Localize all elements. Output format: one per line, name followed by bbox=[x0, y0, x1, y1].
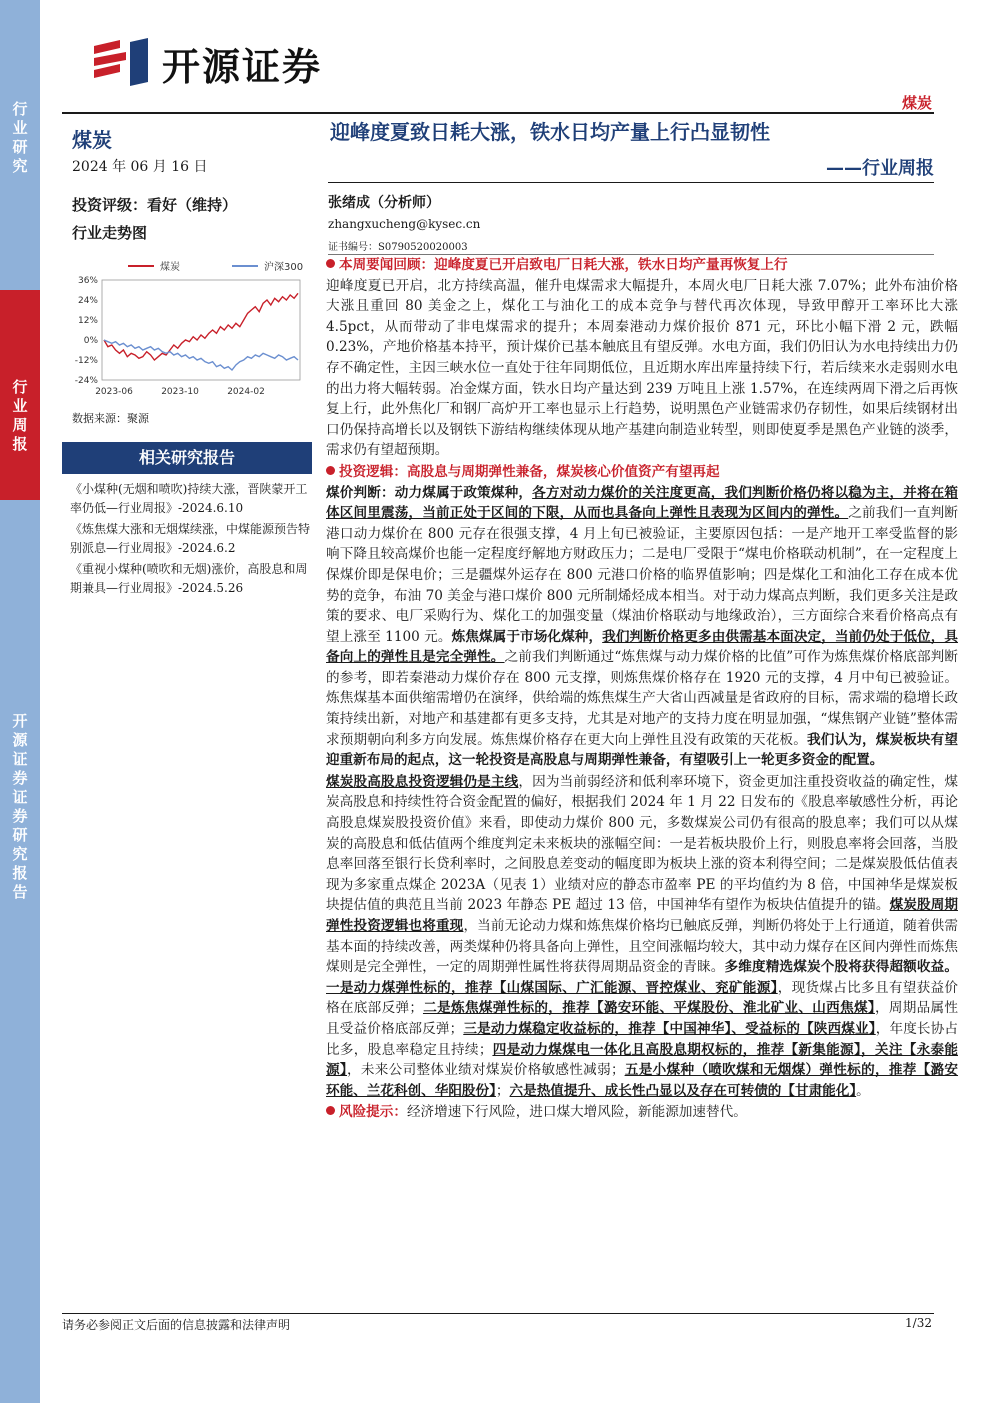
section-weekly-review-heading: 本周要闻回顾：迎峰度夏已开启致电厂日耗大涨，铁水日均产量再恢复上行 bbox=[326, 255, 958, 276]
page-number: 1/32 bbox=[905, 1316, 932, 1330]
y-tick-label: 24% bbox=[77, 296, 98, 306]
related-report-item[interactable]: 《重视小煤种(喷吹和无烟)涨价，高股息和周期兼具—行业周报》-2024.5.26 bbox=[70, 562, 308, 595]
y-tick-label: -24% bbox=[74, 376, 98, 386]
side-label-weekly: 行 业 周 报 bbox=[0, 290, 40, 500]
related-report-item[interactable]: 《小煤种(无烟和喷吹)持续大涨，晋陕蒙开工率仍低—行业周报》-2024.6.10 bbox=[70, 482, 308, 515]
x-tick-label: 2024-02 bbox=[227, 387, 265, 397]
header-divider bbox=[62, 112, 934, 114]
legend-label: 沪深300 bbox=[264, 262, 304, 273]
chart-source: 数据来源：聚源 bbox=[72, 412, 149, 425]
side-label-research: 行 业 研 究 bbox=[12, 100, 28, 175]
trend-chart-label: 行业走势图 bbox=[72, 224, 148, 242]
brand-logo bbox=[90, 30, 390, 90]
y-tick-label: 36% bbox=[77, 276, 98, 286]
industry-name: 煤炭 bbox=[72, 128, 112, 152]
side-label-brand: 开 源 证 券 证 券 研 究 报 告 bbox=[12, 712, 28, 901]
analyst-name: 张绪成（分析师） bbox=[328, 195, 440, 211]
paragraph-dividend-logic: 煤炭股高股息投资逻辑仍是主线，因为当前弱经济和低利率环境下，资金更加注重投资收益的确定性，煤炭高股息和持续性符合资金配置的偏好，根据我们 2024 年 1 月 22 日发布的《股息率敏感性分析，再论高股息煤炭股投资价值》来看，即使动力煤价 800 元，多数煤炭公司仍有很高的股息率；我们可以从煤炭的高股息和低估值两个维度判定未来板块的涨幅空间：一是若板块股价上行，则股息率将会回落，当股息率回落至银行长贷利率时，之间股息差变动的幅度即为板块上涨的资本利得空间；二是煤炭股低估值表现为多家重点煤企 2023A（见表 1）业绩对应的静态市盈率 PE 的平均值约为 8 倍，中国神华是煤炭板块提估值的典范且当前 2023 年静态 PE 超过 13 倍，中国神华有望作为板块估值提升的锚。煤炭股周期弹性投资逻辑也将重现，当前无论动力煤和炼焦煤价格均已触底反弹，判断仍将处于上行通道，随着供需基本面的持续改善，两类煤种仍将具备向上弹性，且空间涨幅均较大，其中动力煤存在区间内弹性而炼焦煤则是完全弹性，一定的周期弹性属性将获得周期品资金的青睐。多维度精选煤炭个股将获得超额收益。一是动力煤弹性标的，推荐【山煤国际、广汇能源、晋控煤业、兖矿能源】，现货煤占比多且有望获益价格在底部反弹；二是炼焦煤弹性标的，推荐【潞安环能、平煤股份、淮北矿业、山西焦煤】，周期品属性且受益价格底部反弹；三是动力煤稳定收益标的，推荐【中国神华】、受益标的【陕西煤业】，年度长协占比多，股息率稳定且持续；四是动力煤煤电一体化且高股息期权标的，推荐【新集能源】，关注【永泰能源】，未来公司整体业绩对煤炭价格敏感性减弱；五是小煤种（喷吹煤和无烟煤）弹性标的，推荐【潞安环能、兰花科创、华阳股份】；六是热值提升、成长性凸显以及存在可转债的【甘肃能化】。 bbox=[326, 773, 959, 1099]
footer-disclaimer: 请务必参阅正文后面的信息披露和法律声明 bbox=[62, 1318, 291, 1332]
trend-chart bbox=[62, 254, 312, 404]
bullet-icon bbox=[326, 259, 335, 268]
y-tick-label: -12% bbox=[74, 356, 98, 366]
related-report-item[interactable]: 《炼焦煤大涨和无烟煤续涨，中煤能源预告特别派息—行业周报》-2024.6.2 bbox=[70, 522, 311, 555]
bullet-icon bbox=[326, 1106, 335, 1115]
title-divider bbox=[328, 182, 934, 183]
x-tick-label: 2023-06 bbox=[95, 387, 133, 397]
report-subtitle: ——行业周报 bbox=[826, 158, 934, 179]
brand-mark-icon bbox=[90, 36, 152, 86]
section-weekly-review-text: 迎峰度夏已开启，北方持续高温，催升电煤需求大幅提升，本周火电厂日耗大涨 7.07%；此外布油价格大涨且重回 80 美金之上，煤化工与油化工的成本竞争与替代再次体现，导致甲醇开工率环比大涨 4.5pct，从而带动了非电煤需求的提升；本周秦港动力煤价报价 871 元，环比小幅下滑 2 元，跌幅 0.23%，产地价格基本持平，预计煤价已基本触底且有望反弹。水电方面，我们仍旧认为水电持续出力仍存不确定性，主因三峡水位一直处于往年同期低位，且近期水库出库量持续下行，若后续来水走弱则水电的出力将大幅转弱。冶金煤方面，铁水日均产量达到 239 万吨且上涨 1.57%，在连续两周下滑之后再恢复上行，此外焦化厂和钢厂高炉开工率也显示上行趋势，说明黑色产业链需求仍存韧性，如果后续钢材出口仍保持高增长以及钢铁下游结构继续体现从地产基建向制造业转型，则即使夏季是黑色产业链的淡季，需求仍有望超预期。 bbox=[326, 277, 958, 459]
legend-label: 煤炭 bbox=[160, 262, 180, 273]
report-date: 2024 年 06 月 16 日 bbox=[72, 159, 208, 175]
brand-name: 开源证券 bbox=[162, 45, 323, 89]
related-reports-title: 相关研究报告 bbox=[62, 442, 312, 474]
analyst-license: 证书编号：S0790520020003 bbox=[328, 242, 468, 253]
analyst-email[interactable]: zhangxucheng@kysec.cn bbox=[328, 217, 481, 231]
series-line bbox=[104, 340, 298, 370]
risk-warning: 风险提示：经济增速下行风险，进口煤大增风险，新能源加速替代。 bbox=[326, 1102, 958, 1123]
report-title: 迎峰度夏致日耗大涨，铁水日均产量上行凸显韧性 bbox=[330, 120, 770, 144]
investment-rating: 投资评级：看好（维持） bbox=[72, 196, 238, 214]
footer-divider bbox=[62, 1313, 934, 1314]
related-reports-list bbox=[70, 480, 316, 600]
side-strip bbox=[0, 0, 40, 1403]
header-category: 煤炭 bbox=[901, 94, 932, 112]
series-line bbox=[104, 293, 298, 360]
y-tick-label: 12% bbox=[77, 316, 98, 326]
x-tick-label: 2023-10 bbox=[161, 387, 199, 397]
report-body bbox=[326, 255, 958, 1124]
bullet-icon bbox=[326, 466, 335, 475]
chart-frame bbox=[102, 280, 300, 380]
paragraph-price-judgement: 煤价判断：动力煤属于政策煤种，各方对动力煤价的关注度更高，我们判断价格仍将以稳为主，并将在箱体区间里震荡，当前正处于区间的下限，从而也具备向上弹性且表现为区间内的弹性。之前我们一直判断港口动力煤价在 800 元存在很强支撑，4 月上旬已被验证，主要原因包括：一是产地开工率受监督的影响下降且较高煤价也能一定程度纾解地方财政压力；二是电厂受限于“煤电价格联动机制”，在一定程度上保煤价即是保电价；三是疆煤外运存在 800 元港口价格的临界值影响；四是煤化工和油化工存在成本优势的竞争，布油 70 美金与港口煤价 800 元所制烯烃成本相当。对于动力煤高点判断，我们更多关注是政策的要求、电厂采购行为、煤化工的加强变量（煤油价格联动与地缘政治），三方面综合来看价格高点有望上涨至 1100 元。炼焦煤属于市场化煤种，我们判断价格更多由供需基本面决定，当前仍处于低位，具备向上的弹性且是完全弹性。之前我们判断通过“炼焦煤与动力煤价格的比值”可作为炼焦煤价格底部判断的参考，即若秦港动力煤价存在 800 元支撑，则炼焦煤价格存在 1920 元的支撑，4 月中旬已被验证。炼焦煤基本面供缩需增仍在演绎，供给端的炼焦煤生产大省山西减量是省政府的目标，需求端的稳增长政策持续出新，对地产和基建都有更多支持，尤其是对地产的支持力度在明显加强，“煤焦钢产业链”整体需求预期朝向利多方向发展。炼焦煤价格存在更大向上弹性且没有政策的天花板。我们认为，煤炭板块有望迎重新布局的起点，这一轮投资是高股息与周期弹性兼备，有望吸引上一轮更多资金的配置。 bbox=[326, 484, 959, 769]
y-tick-label: 0% bbox=[83, 336, 98, 346]
section-investment-logic-heading: 投资逻辑：高股息与周期弹性兼备，煤炭核心价值资产有望再起 bbox=[326, 462, 958, 483]
